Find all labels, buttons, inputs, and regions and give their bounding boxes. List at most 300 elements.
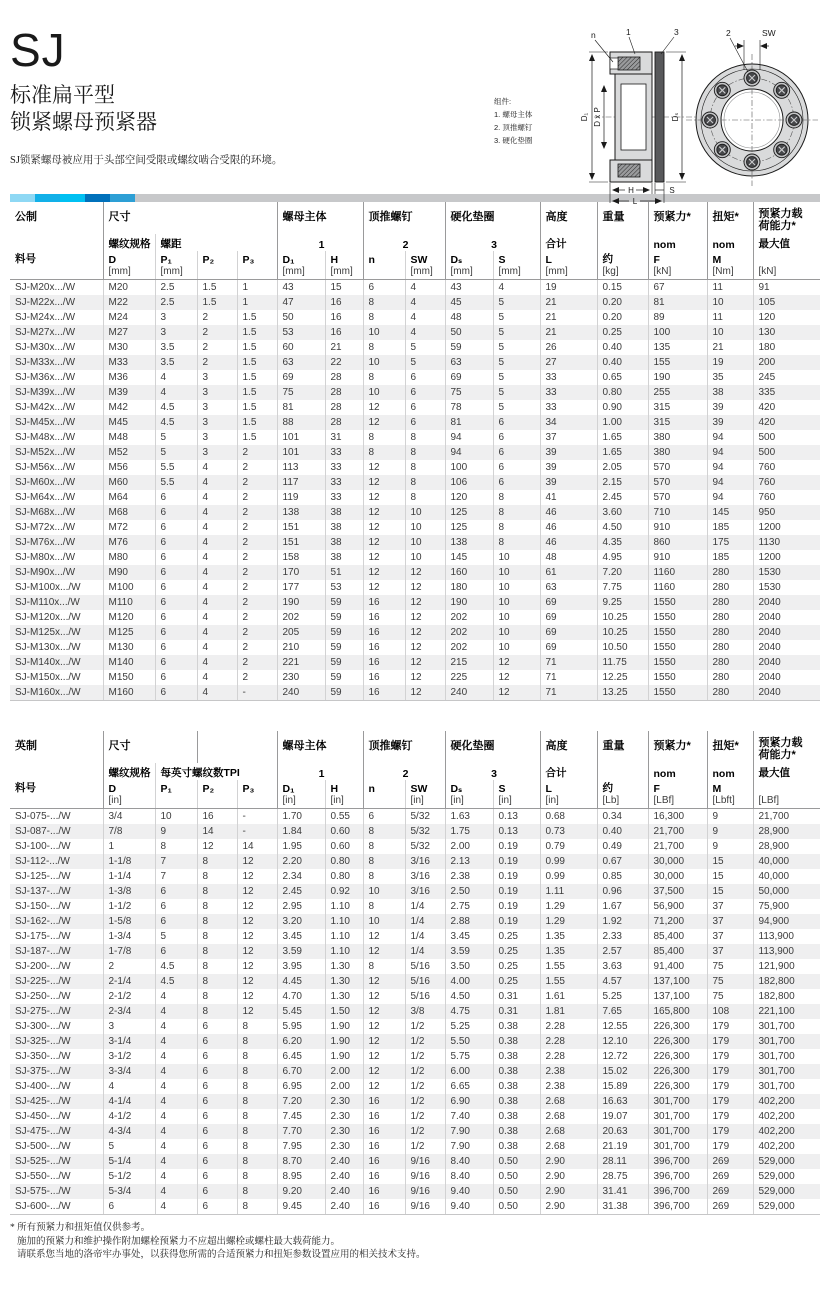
- table-cell: 12: [237, 914, 277, 929]
- table-cell: 0.25: [493, 929, 540, 944]
- table-cell: 4: [405, 325, 445, 340]
- table-cell: 2: [237, 505, 277, 520]
- table-cell: 145: [707, 505, 753, 520]
- table-cell: M76: [103, 535, 155, 550]
- table-cell: 117: [277, 475, 325, 490]
- table-cell: M72: [103, 520, 155, 535]
- table-cell: 0.31: [493, 989, 540, 1004]
- table-cell: 2040: [753, 640, 820, 655]
- table-cell: 78: [445, 400, 493, 415]
- table-cell: 1.95: [277, 839, 325, 854]
- table-cell: 51: [325, 565, 363, 580]
- table-cell: 0.19: [493, 854, 540, 869]
- table-cell: 2.38: [445, 869, 493, 884]
- table-cell: 760: [753, 460, 820, 475]
- table-cell: 28: [325, 385, 363, 400]
- table-cell: 125: [445, 505, 493, 520]
- table-cell: 1.5: [237, 400, 277, 415]
- table-cell: SJ-M125x.../W: [15, 627, 81, 638]
- table-cell: 0.50: [493, 1184, 540, 1199]
- table-cell: 12: [363, 520, 405, 535]
- table-cell: 5: [405, 340, 445, 355]
- table-cell: SJ-M36x.../W: [15, 372, 76, 383]
- table-cell: 6.95: [277, 1079, 325, 1094]
- table-cell: 0.19: [493, 914, 540, 929]
- table-row: [10, 884, 820, 899]
- table-cell: 6: [197, 1094, 237, 1109]
- table-cell: 6: [197, 1139, 237, 1154]
- table-cell: 37: [707, 944, 753, 959]
- table-cell: 1-1/4: [103, 869, 155, 884]
- table-cell: 6: [405, 415, 445, 430]
- table-cell: 5/16: [405, 959, 445, 974]
- table-cell: 15: [325, 280, 363, 296]
- table-row: [10, 400, 820, 415]
- table-cell: 12: [363, 1064, 405, 1079]
- table-cell: -: [237, 824, 277, 839]
- table-cell: 6: [155, 535, 197, 550]
- table-cell: 12: [197, 839, 237, 854]
- table-cell: 10: [405, 550, 445, 565]
- table-cell: 6.90: [445, 1094, 493, 1109]
- table-cell: 8: [237, 1199, 277, 1215]
- table-cell: 2-3/4: [103, 1004, 155, 1019]
- table-cell: 9.20: [277, 1184, 325, 1199]
- table-cell: 190: [648, 370, 707, 385]
- table-row: [10, 295, 820, 310]
- table-cell: 1.84: [277, 824, 325, 839]
- table-cell: 33: [325, 490, 363, 505]
- table-cell: 100: [648, 325, 707, 340]
- table-cell: 1-3/8: [103, 884, 155, 899]
- table-cell: 6: [155, 490, 197, 505]
- group-nut-body: 螺母主体: [277, 202, 363, 234]
- table-cell: 4.70: [277, 989, 325, 1004]
- table-cell: 177: [277, 580, 325, 595]
- table-cell: M160: [103, 685, 155, 701]
- table-row: [10, 1079, 820, 1094]
- table-cell: 1550: [648, 595, 707, 610]
- table-cell: 1.29: [540, 914, 597, 929]
- table-cell: 1/2: [405, 1124, 445, 1139]
- table-cell: 9/16: [405, 1184, 445, 1199]
- table-row: [10, 505, 820, 520]
- table-cell: 94: [445, 445, 493, 460]
- table-cell: -: [237, 685, 277, 701]
- table-cell: 16: [325, 295, 363, 310]
- table-cell: 2.38: [540, 1079, 597, 1094]
- table-cell: 3-3/4: [103, 1064, 155, 1079]
- table-cell: 3.59: [277, 944, 325, 959]
- table-cell: 1.5: [237, 415, 277, 430]
- table-cell: 1-1/8: [103, 854, 155, 869]
- table-cell: 8: [237, 1184, 277, 1199]
- table-cell: 0.19: [493, 869, 540, 884]
- table-cell: 1/2: [405, 1094, 445, 1109]
- table-cell: 48: [445, 310, 493, 325]
- table-cell: 3.63: [597, 959, 648, 974]
- table-cell: 105: [753, 295, 820, 310]
- table-cell: 71: [540, 670, 597, 685]
- table-cell: 101: [277, 445, 325, 460]
- table-cell: 12: [363, 475, 405, 490]
- dim-d1: D₁: [580, 112, 589, 122]
- table-cell: 37: [540, 430, 597, 445]
- table-row: [10, 310, 820, 325]
- table-cell: SJ-M45x.../W: [15, 417, 76, 428]
- table-cell: 6: [363, 280, 405, 296]
- footnote-line: * 所有预紧力和扭矩值仅供参考。: [10, 1223, 151, 1233]
- table-cell: 2.33: [597, 929, 648, 944]
- table-cell: 179: [707, 1139, 753, 1154]
- table-cell: 3: [197, 415, 237, 430]
- table-cell: 3-1/2: [103, 1049, 155, 1064]
- table-cell: 1.5: [237, 340, 277, 355]
- metric-table: [10, 202, 820, 701]
- table-cell: 4: [197, 460, 237, 475]
- table-cell: 5/32: [405, 824, 445, 839]
- table-cell: 1/4: [405, 944, 445, 959]
- table-cell: M42: [103, 400, 155, 415]
- table-cell: 2-1/2: [103, 989, 155, 1004]
- table-cell: M36: [103, 370, 155, 385]
- table-cell: 12: [363, 535, 405, 550]
- table-cell: 396,700: [648, 1199, 707, 1215]
- table-cell: 4.35: [597, 535, 648, 550]
- table-cell: 0.40: [597, 824, 648, 839]
- table-cell: 6: [197, 1049, 237, 1064]
- table-cell: 301,700: [648, 1124, 707, 1139]
- table-cell: 10: [405, 535, 445, 550]
- table-cell: 7.70: [277, 1124, 325, 1139]
- table-cell: 9/16: [405, 1169, 445, 1184]
- table-cell: 396,700: [648, 1184, 707, 1199]
- table-cell: SJ-125-.../W: [15, 871, 71, 882]
- table-cell: 91: [753, 280, 820, 296]
- table-cell: SJ-375-.../W: [15, 1066, 71, 1077]
- table-cell: 4.5: [155, 974, 197, 989]
- table-cell: 6: [405, 400, 445, 415]
- table-cell: 15.89: [597, 1079, 648, 1094]
- table-cell: 39: [540, 460, 597, 475]
- item-2-label: 2: [363, 763, 445, 780]
- dim-h: H: [628, 186, 634, 195]
- table-cell: 301,700: [648, 1109, 707, 1124]
- table-cell: 12: [363, 1004, 405, 1019]
- table-cell: 4: [155, 1184, 197, 1199]
- table-cell: 2.90: [540, 1199, 597, 1215]
- table-cell: 5: [103, 1139, 155, 1154]
- table-cell: 31: [325, 430, 363, 445]
- colorbar-segment: [85, 194, 110, 202]
- table-cell: 28,900: [753, 824, 820, 839]
- table-cell: 0.38: [493, 1034, 540, 1049]
- table-cell: 119: [277, 490, 325, 505]
- table-cell: 202: [445, 625, 493, 640]
- table-cell: 5: [493, 400, 540, 415]
- table-cell: 226,300: [648, 1064, 707, 1079]
- table-cell: 38: [325, 550, 363, 565]
- table-cell: 180: [445, 580, 493, 595]
- table-row: [10, 580, 820, 595]
- washer-section: [655, 52, 664, 182]
- table-row: [10, 565, 820, 580]
- table-cell: 75,900: [753, 899, 820, 914]
- table-row: [10, 670, 820, 685]
- group-washer: 硬化垫圈: [445, 731, 540, 763]
- table-cell: 35: [707, 370, 753, 385]
- table-cell: 6.70: [277, 1064, 325, 1079]
- table-cell: 269: [707, 1154, 753, 1169]
- table-cell: SJ-475-.../W: [15, 1126, 71, 1137]
- table-cell: 43: [277, 280, 325, 296]
- table-cell: 10: [493, 580, 540, 595]
- table-cell: 570: [648, 460, 707, 475]
- table-cell: 2: [237, 580, 277, 595]
- product-description: SJ锁紧螺母被应用于头部空间受限或螺纹啮合受限的环境。: [10, 155, 283, 166]
- table-cell: 5.5: [155, 475, 197, 490]
- table-cell: 1/4: [405, 914, 445, 929]
- table-cell: 396,700: [648, 1169, 707, 1184]
- table-cell: 1/2: [405, 1079, 445, 1094]
- table-cell: 4: [197, 640, 237, 655]
- table-cell: 10.25: [597, 625, 648, 640]
- table-cell: 420: [753, 400, 820, 415]
- table-cell: SJ-400-.../W: [15, 1081, 71, 1092]
- table-row: [10, 550, 820, 565]
- table-cell: 12.55: [597, 1019, 648, 1034]
- table-cell: 16: [363, 685, 405, 701]
- group-size: 尺寸: [103, 202, 277, 234]
- subtitle-line-1: 标准扁平型: [10, 84, 115, 107]
- table-cell: 56,900: [648, 899, 707, 914]
- table-cell: SJ-575-.../W: [15, 1186, 71, 1197]
- table-cell: 0.13: [493, 824, 540, 839]
- table-cell: 2.38: [540, 1064, 597, 1079]
- table-cell: 0.60: [325, 839, 363, 854]
- table-cell: 301,700: [753, 1049, 820, 1064]
- table-cell: 12: [405, 565, 445, 580]
- table-cell: 12: [237, 899, 277, 914]
- table-cell: 10: [155, 809, 197, 825]
- table-cell: 71,200: [648, 914, 707, 929]
- table-cell: 15: [707, 854, 753, 869]
- table-cell: SJ-M140x.../W: [15, 657, 81, 668]
- table-cell: 69: [445, 370, 493, 385]
- table-cell: 12: [363, 989, 405, 1004]
- table-cell: 12: [363, 460, 405, 475]
- table-cell: 9.45: [277, 1199, 325, 1215]
- table-cell: 4: [197, 610, 237, 625]
- table-cell: 7.90: [445, 1139, 493, 1154]
- table-cell: 0.19: [493, 884, 540, 899]
- table-cell: 4.95: [597, 550, 648, 565]
- table-cell: 0.80: [325, 869, 363, 884]
- table-cell: 16: [363, 655, 405, 670]
- table-cell: 4.75: [445, 1004, 493, 1019]
- table-cell: 10: [405, 520, 445, 535]
- table-cell: 2.30: [325, 1139, 363, 1154]
- table-cell: 21: [540, 325, 597, 340]
- table-cell: 6: [493, 445, 540, 460]
- table-cell: 2.40: [325, 1154, 363, 1169]
- table-cell: 8: [405, 460, 445, 475]
- table-cell: 1550: [648, 625, 707, 640]
- table-cell: 16: [363, 610, 405, 625]
- table-row: [10, 490, 820, 505]
- table-cell: 30,000: [648, 869, 707, 884]
- table-cell: 2: [197, 355, 237, 370]
- set-screw: [714, 82, 730, 98]
- table-cell: 0.99: [540, 854, 597, 869]
- table-cell: 2.5: [155, 295, 197, 310]
- table-cell: 5: [493, 340, 540, 355]
- table-cell: 155: [648, 355, 707, 370]
- table-cell: M56: [103, 460, 155, 475]
- table-cell: SJ-M24x.../W: [15, 312, 76, 323]
- table-cell: 3: [197, 385, 237, 400]
- table-cell: 27: [540, 355, 597, 370]
- table-cell: 280: [707, 565, 753, 580]
- table-cell: 37: [707, 899, 753, 914]
- table-cell: 2: [237, 535, 277, 550]
- table-cell: 16: [363, 1094, 405, 1109]
- table-cell: 226,300: [648, 1079, 707, 1094]
- table-cell: 7.90: [445, 1124, 493, 1139]
- table-cell: 200: [753, 355, 820, 370]
- table-row: [10, 869, 820, 884]
- table-cell: 6: [155, 899, 197, 914]
- table-cell: 94: [707, 430, 753, 445]
- table-cell: 950: [753, 505, 820, 520]
- table-cell: 2.40: [325, 1184, 363, 1199]
- table-cell: 2: [237, 610, 277, 625]
- table-cell: 1.70: [277, 809, 325, 825]
- table-cell: 125: [445, 520, 493, 535]
- table-cell: 2.40: [325, 1169, 363, 1184]
- table-cell: 2: [237, 595, 277, 610]
- table-cell: 1/2: [405, 1019, 445, 1034]
- section-view: [580, 27, 698, 206]
- table-cell: 8: [197, 959, 237, 974]
- table-cell: 33: [540, 370, 597, 385]
- table-cell: 12: [363, 550, 405, 565]
- table-cell: 0.25: [493, 944, 540, 959]
- technical-drawing: [488, 22, 820, 207]
- table-row: [10, 325, 820, 340]
- table-cell: 910: [648, 520, 707, 535]
- table-cell: 63: [277, 355, 325, 370]
- table-cell: 2.28: [540, 1049, 597, 1064]
- table-cell: 0.34: [597, 809, 648, 825]
- table-cell: 30,000: [648, 854, 707, 869]
- table-cell: 500: [753, 430, 820, 445]
- table-cell: SJ-M48x.../W: [15, 432, 76, 443]
- table-cell: 0.96: [597, 884, 648, 899]
- table-cell: SJ-087-.../W: [15, 826, 71, 837]
- table-cell: 2.13: [445, 854, 493, 869]
- table-row: [10, 929, 820, 944]
- table-cell: 0.15: [597, 280, 648, 296]
- group-height: 高度: [540, 731, 597, 763]
- table-cell: M48: [103, 430, 155, 445]
- table-cell: 240: [277, 685, 325, 701]
- callout-3: 3: [674, 27, 679, 37]
- table-cell: 8: [363, 824, 405, 839]
- table-cell: 8: [405, 475, 445, 490]
- table-cell: 5-1/4: [103, 1154, 155, 1169]
- table-cell: 8: [237, 1079, 277, 1094]
- table-cell: 16: [363, 1109, 405, 1124]
- table-cell: M30: [103, 340, 155, 355]
- table-cell: 81: [277, 400, 325, 415]
- table-cell: 202: [445, 610, 493, 625]
- table-cell: 396,700: [648, 1154, 707, 1169]
- table-cell: 12.72: [597, 1049, 648, 1064]
- table-row: [10, 355, 820, 370]
- table-cell: 21: [540, 295, 597, 310]
- table-cell: 1.50: [325, 1004, 363, 1019]
- table-cell: 4: [155, 1094, 197, 1109]
- table-cell: 1.90: [325, 1049, 363, 1064]
- table-cell: M33: [103, 355, 155, 370]
- table-cell: 6: [197, 1064, 237, 1079]
- table-cell: 760: [753, 490, 820, 505]
- table-cell: 120: [445, 490, 493, 505]
- table-cell: 4: [405, 280, 445, 296]
- table-cell: 1.11: [540, 884, 597, 899]
- nom-label: nom: [707, 234, 753, 251]
- table-cell: SJ-M56x.../W: [15, 462, 76, 473]
- table-cell: 8: [197, 914, 237, 929]
- table-cell: M125: [103, 625, 155, 640]
- table-cell: 4: [197, 625, 237, 640]
- table-cell: 280: [707, 685, 753, 701]
- system-label: 英制: [15, 740, 37, 752]
- table-cell: 4: [103, 1079, 155, 1094]
- table-cell: 63: [540, 580, 597, 595]
- table-row: [10, 445, 820, 460]
- table-row: [10, 1004, 820, 1019]
- table-cell: 8: [197, 974, 237, 989]
- table-cell: M60: [103, 475, 155, 490]
- table-cell: 1.5: [197, 280, 237, 296]
- table-cell: 0.65: [597, 370, 648, 385]
- table-cell: 1.90: [325, 1034, 363, 1049]
- table-cell: 94: [707, 460, 753, 475]
- table-cell: 130: [753, 325, 820, 340]
- table-cell: 75: [445, 385, 493, 400]
- table-cell: SJ-250-.../W: [15, 991, 71, 1002]
- table-cell: 13.25: [597, 685, 648, 701]
- table-cell: 67: [648, 280, 707, 296]
- table-cell: 0.13: [493, 809, 540, 825]
- table-cell: 8.40: [445, 1154, 493, 1169]
- table-row: [10, 655, 820, 670]
- table-cell: 1/2: [405, 1034, 445, 1049]
- table-cell: 1/2: [405, 1139, 445, 1154]
- table-cell: 5.45: [277, 1004, 325, 1019]
- table-cell: 63: [445, 355, 493, 370]
- imperial-table: [10, 731, 820, 1215]
- table-cell: M150: [103, 670, 155, 685]
- table-row: [10, 989, 820, 1004]
- table-cell: 1.30: [325, 989, 363, 1004]
- table-cell: 3.50: [445, 959, 493, 974]
- table-cell: SJ-225-.../W: [15, 976, 71, 987]
- table-cell: 1-3/4: [103, 929, 155, 944]
- table-cell: 39: [707, 415, 753, 430]
